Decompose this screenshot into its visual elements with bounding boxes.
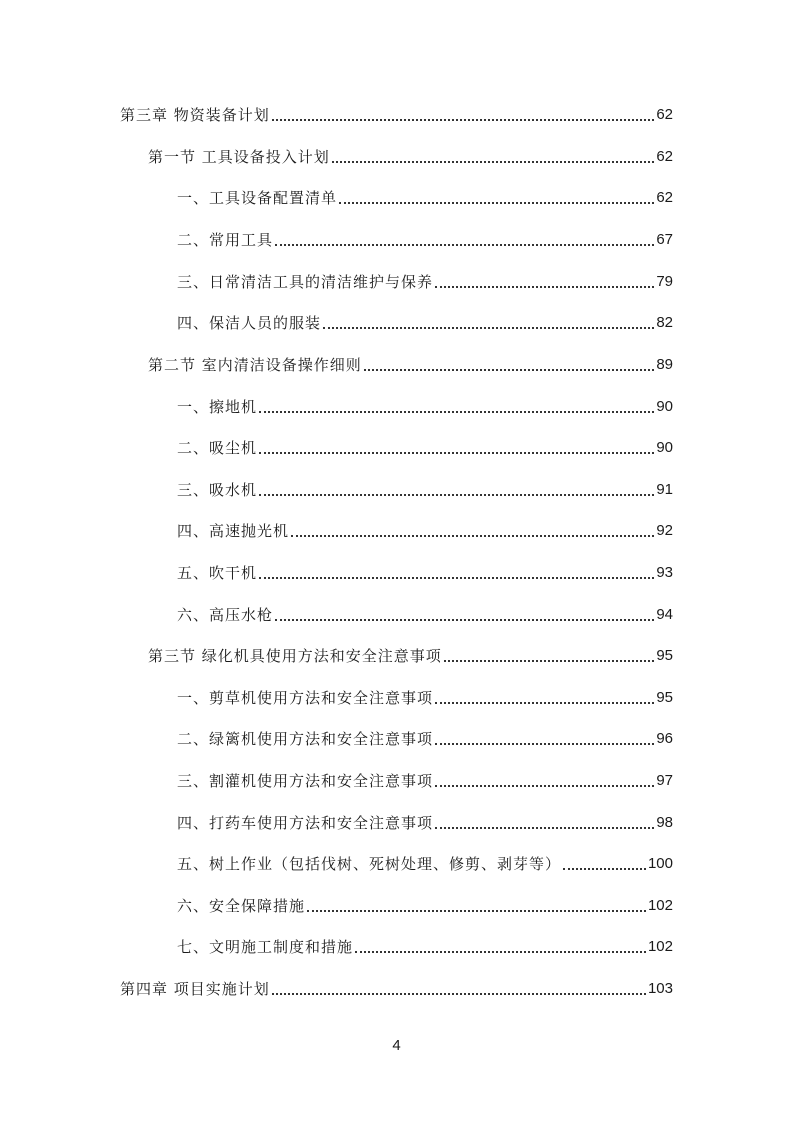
page-number: 4	[392, 1037, 401, 1054]
leader-dots	[435, 688, 654, 704]
toc-entry-title: 第一节 工具设备投入计划	[148, 148, 330, 166]
leader-dots	[563, 854, 646, 870]
leader-dots	[291, 521, 654, 537]
toc-entry-item[interactable]	[177, 850, 673, 874]
toc-entry-chapter[interactable]	[120, 975, 673, 999]
toc-entry-item[interactable]	[177, 684, 673, 708]
toc-entry-section[interactable]	[148, 143, 673, 167]
toc-entry-page: 62	[656, 106, 673, 123]
leader-dots	[259, 438, 654, 454]
leader-dots	[435, 771, 654, 787]
leader-dots	[364, 355, 655, 371]
toc-entry-title: 五、树上作业（包括伐树、死树处理、修剪、剥芽等）	[177, 855, 562, 873]
toc-entry-page: 100	[647, 855, 673, 872]
leader-dots	[332, 147, 655, 163]
toc-entry-section[interactable]	[148, 351, 673, 375]
toc-entry-page: 102	[647, 897, 673, 914]
toc-entry-item[interactable]	[177, 476, 673, 500]
toc-entry-item[interactable]	[177, 725, 673, 749]
leader-dots	[339, 188, 654, 204]
toc-entry-title: 三、日常清洁工具的清洁维护与保养	[177, 273, 434, 291]
toc-entry-title: 二、常用工具	[177, 231, 274, 249]
toc-entry-title: 第二节 室内清洁设备操作细则	[148, 356, 362, 374]
toc-entry-page: 95	[656, 647, 673, 664]
toc-entry-page: 102	[647, 938, 673, 955]
toc-entry-title: 第三节 绿化机具使用方法和安全注意事项	[148, 647, 442, 665]
leader-dots	[307, 896, 646, 912]
toc-entry-title: 第三章 物资装备计划	[120, 106, 270, 124]
leader-dots	[435, 272, 654, 288]
toc-entry-item[interactable]	[177, 892, 673, 916]
toc-entry-page: 95	[656, 689, 673, 706]
leader-dots	[275, 230, 654, 246]
toc-entry-item[interactable]	[177, 809, 673, 833]
toc-entry-title: 五、吹干机	[177, 564, 258, 582]
leader-dots	[259, 563, 654, 579]
leader-dots	[272, 979, 646, 995]
toc-entry-page: 62	[656, 148, 673, 165]
toc-entry-page: 96	[656, 730, 673, 747]
toc-entry-item[interactable]	[177, 184, 673, 208]
leader-dots	[444, 646, 655, 662]
toc-entry-item[interactable]	[177, 434, 673, 458]
toc-entry-title: 二、绿篱机使用方法和安全注意事项	[177, 730, 434, 748]
toc-entry-section[interactable]	[148, 642, 673, 666]
leader-dots	[272, 105, 655, 121]
toc-entry-title: 一、擦地机	[177, 398, 258, 416]
leader-dots	[435, 813, 654, 829]
toc-entry-page: 79	[656, 273, 673, 290]
leader-dots	[259, 397, 654, 413]
leader-dots	[355, 937, 646, 953]
toc-entry-page: 97	[656, 772, 673, 789]
toc-entry-title: 六、高压水枪	[177, 606, 274, 624]
toc-entry-title: 四、高速抛光机	[177, 522, 290, 540]
toc-entry-page: 98	[656, 814, 673, 831]
toc-entry-page: 62	[656, 189, 673, 206]
toc-entry-page: 103	[647, 980, 673, 997]
toc-entry-page: 93	[656, 564, 673, 581]
toc-entry-title: 二、吸尘机	[177, 439, 258, 457]
toc-entry-page: 90	[656, 398, 673, 415]
toc-entry-title: 四、保洁人员的服装	[177, 314, 322, 332]
toc-entry-item[interactable]	[177, 601, 673, 625]
toc-entry-title: 六、安全保障措施	[177, 897, 306, 915]
toc-entry-chapter[interactable]	[120, 101, 673, 125]
toc-entry-item[interactable]	[177, 517, 673, 541]
toc-entry-title: 七、文明施工制度和措施	[177, 938, 354, 956]
toc-entry-page: 90	[656, 439, 673, 456]
toc-entry-item[interactable]	[177, 559, 673, 583]
toc-entry-title: 四、打药车使用方法和安全注意事项	[177, 814, 434, 832]
toc-entry-page: 82	[656, 314, 673, 331]
leader-dots	[435, 729, 654, 745]
toc-entry-title: 一、工具设备配置清单	[177, 189, 338, 207]
toc-entry-item[interactable]	[177, 226, 673, 250]
toc-entry-item[interactable]	[177, 268, 673, 292]
leader-dots	[259, 480, 654, 496]
toc-entry-page: 94	[656, 606, 673, 623]
leader-dots	[275, 605, 654, 621]
toc-entry-title: 第四章 项目实施计划	[120, 980, 270, 998]
toc-entry-title: 一、剪草机使用方法和安全注意事项	[177, 689, 434, 707]
toc-entry-page: 89	[656, 356, 673, 373]
toc-entry-item[interactable]	[177, 393, 673, 417]
toc-entry-item[interactable]	[177, 767, 673, 791]
toc-entry-title: 三、割灌机使用方法和安全注意事项	[177, 772, 434, 790]
toc-entry-title: 三、吸水机	[177, 481, 258, 499]
toc-entry-page: 67	[656, 231, 673, 248]
toc-entry-page: 92	[656, 522, 673, 539]
toc-entry-item[interactable]	[177, 933, 673, 957]
toc-entry-item[interactable]	[177, 309, 673, 333]
leader-dots	[323, 313, 654, 329]
toc-entry-page: 91	[656, 481, 673, 498]
